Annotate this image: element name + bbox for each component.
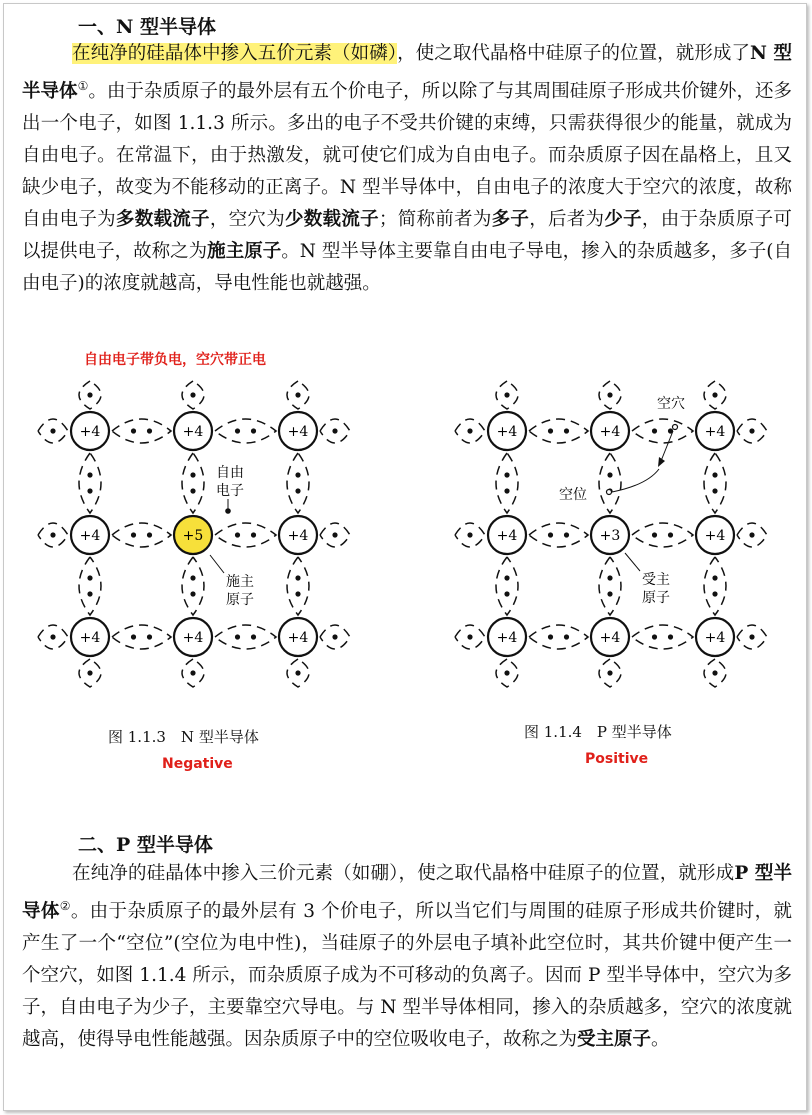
label-acceptor-2: 原子 <box>642 590 670 606</box>
n-atom-label: +5 <box>182 528 204 544</box>
term-minority: 少子 <box>604 209 642 231</box>
text-run: ，后者为 <box>529 209 605 231</box>
text-run: 。由于杂质原子的最外层有 3 个价电子，所以当它们与周围的硅原子形成共价键时，就产生了一个“空位”(空位为电中性)，当硅原子的外层电子填补此空位时，其共价键中便产生一个空穴，如图 1.1.4 所示，而杂质原子成为不可移动的负离子。因而 P 型半导体中，空穴为多子，自由电子为少子，主要靠空穴导电。与 N 型半导体相同，掺入的杂质越多，空穴的浓度就越高，使得导电性能越强。因杂质原子中的空位吸收电子，故称之为 <box>22 901 792 1051</box>
p-bond-h <box>632 625 693 649</box>
n-electron <box>50 428 55 433</box>
hole-marker <box>673 425 678 430</box>
p-bond-v <box>599 557 621 615</box>
figure-p-type-lattice <box>447 375 787 695</box>
figure-n-caption: 图 1.1.3 N 型半导体 <box>108 728 259 746</box>
p-atom-label: +4 <box>599 424 621 440</box>
text-run: 。 <box>651 1029 670 1051</box>
p-bond-h <box>632 419 693 443</box>
section1-paragraph <box>22 38 792 300</box>
n-bond-v <box>287 453 309 513</box>
n-bond-v <box>79 557 101 615</box>
n-electron <box>190 670 195 675</box>
p-electron <box>712 392 717 397</box>
p-bond-v <box>704 453 726 513</box>
n-electron <box>87 670 92 675</box>
red-annotation: 自由电子带负电，空穴带正电 <box>84 352 266 368</box>
n-electron <box>332 532 337 537</box>
n-electron <box>147 532 152 537</box>
p-electron <box>504 575 509 580</box>
label-hole: 空穴 <box>657 396 685 412</box>
p-electron <box>607 472 612 477</box>
label-donor-2: 原子 <box>226 592 254 608</box>
n-electron <box>87 575 92 580</box>
n-electron <box>295 670 300 675</box>
label-donor-1: 施主 <box>226 574 254 590</box>
term-majority-carrier: 多数载流子 <box>115 209 210 231</box>
n-atom-label: +4 <box>287 630 309 646</box>
n-electron <box>251 428 256 433</box>
p-atom-label: +4 <box>496 424 518 440</box>
p-electron <box>504 670 509 675</box>
acceptor-pointer <box>625 553 640 571</box>
n-electron <box>87 392 92 397</box>
p-electron <box>607 591 612 596</box>
p-electron <box>548 634 553 639</box>
highlighted-sentence: 在纯净的硅晶体中掺入五价元素（如磷） <box>72 43 398 64</box>
label-free-electron-2: 电子 <box>216 483 244 499</box>
p-bond-h <box>529 625 588 649</box>
p-electron <box>668 532 673 537</box>
n-electron <box>87 488 92 493</box>
n-electron <box>50 532 55 537</box>
p-electron <box>749 428 754 433</box>
term-acceptor-atom: 受主原子 <box>577 1029 652 1051</box>
n-lattice-group <box>38 381 350 687</box>
n-electron <box>147 428 152 433</box>
text-run: ，使之取代晶格中硅原子的位置，就形成了 <box>397 43 751 64</box>
n-electron <box>87 472 92 477</box>
n-bond-h <box>215 523 276 547</box>
p-electron <box>467 634 472 639</box>
n-atom-label: +4 <box>287 528 309 544</box>
n-atom-label: +4 <box>79 424 101 440</box>
n-electron <box>295 575 300 580</box>
p-electron <box>712 472 717 477</box>
p-bond-h <box>529 523 588 547</box>
p-electron <box>467 428 472 433</box>
p-electron <box>504 472 509 477</box>
figure-p-caption-red: Positive <box>585 751 649 767</box>
n-bond-h <box>215 419 276 443</box>
p-electron <box>564 428 569 433</box>
p-bond-h <box>529 419 588 443</box>
n-electron <box>87 591 92 596</box>
n-electron <box>190 392 195 397</box>
n-electron <box>332 634 337 639</box>
p-lattice-group <box>455 381 767 687</box>
term-n-type: N 型半导体 <box>22 43 792 103</box>
n-electron <box>190 591 195 596</box>
p-electron <box>548 428 553 433</box>
p-electron <box>749 634 754 639</box>
p-electron <box>668 634 673 639</box>
figure-n-type-lattice <box>30 375 370 695</box>
figure-p-caption: 图 1.1.4 P 型半导体 <box>524 723 672 741</box>
label-acceptor-1: 受主 <box>642 572 670 588</box>
n-bond-h <box>112 625 171 649</box>
n-electron <box>147 634 152 639</box>
text-run: 。N 型半导体主要靠自由电子导电，掺入的杂质越多，多子(自由电子)的浓度就越高，导电性能也就越强。 <box>22 241 792 295</box>
term-donor-atom: 施主原子 <box>207 241 282 263</box>
n-electron <box>295 472 300 477</box>
p-electron <box>652 428 657 433</box>
n-atom-label: +4 <box>182 424 204 440</box>
n-electron <box>332 428 337 433</box>
n-electron <box>131 634 136 639</box>
term-p-type: P 型半导体 <box>22 863 792 923</box>
n-electron <box>295 392 300 397</box>
p-atom-label: +4 <box>496 630 518 646</box>
label-vacancy: 空位 <box>559 487 587 503</box>
p-electron <box>564 532 569 537</box>
text-run: 。由于杂质原子的最外层有五个价电子，所以除了与其周围硅原子形成共价键外，还多出一个电子，如图 1.1.3 所示。多出的电子不受共价键的束缚，只需获得很少的能量，就成为自由电子。在常温下，由于热激发，就可使它们成为自由电子。而杂质原子因在晶格上，且又缺少电子，故变为不能移动的正离子。N 型半导体中，自由电子的浓度大于空穴的浓度，故称自由电子为 <box>22 81 792 231</box>
n-electron <box>190 472 195 477</box>
n-electron <box>50 634 55 639</box>
p-electron <box>712 670 717 675</box>
p-electron <box>607 392 612 397</box>
text-run: ，由于杂质原子可以提供电子，故称之为 <box>22 209 792 263</box>
p-bond-v <box>496 557 518 615</box>
n-electron <box>235 634 240 639</box>
n-atom-label: +4 <box>182 630 204 646</box>
p-electron <box>607 575 612 580</box>
n-atom-label: +4 <box>79 630 101 646</box>
n-bond-h <box>112 419 171 443</box>
p-electron <box>712 488 717 493</box>
n-electron <box>251 634 256 639</box>
p-electron <box>652 532 657 537</box>
vacancy-marker <box>607 490 612 495</box>
p-electron <box>548 532 553 537</box>
p-atom-label: +4 <box>496 528 518 544</box>
p-bond-h <box>632 523 693 547</box>
p-bond-v <box>496 453 518 513</box>
n-bond-v <box>182 557 204 615</box>
free-electron-dot <box>225 508 231 514</box>
p-atom-label: +4 <box>704 630 726 646</box>
p-electron <box>504 591 509 596</box>
n-electron <box>235 532 240 537</box>
p-atom-label: +4 <box>704 424 726 440</box>
p-electron <box>504 488 509 493</box>
donor-pointer <box>210 555 224 573</box>
p-bond-v <box>704 557 726 615</box>
figure-n-caption-red: Negative <box>162 756 233 772</box>
section2-paragraph <box>22 858 792 1056</box>
text-run: 在纯净的硅晶体中掺入三价元素（如硼），使之取代晶格中硅原子的位置，就形成 <box>72 863 735 884</box>
section2-heading: 二、P 型半导体 <box>78 834 213 856</box>
p-electron <box>712 591 717 596</box>
p-electron <box>749 532 754 537</box>
n-electron <box>131 428 136 433</box>
n-electron <box>190 488 195 493</box>
n-electron <box>235 428 240 433</box>
label-free-electron-1: 自由 <box>216 465 244 481</box>
n-atom-label: +4 <box>287 424 309 440</box>
hole-arrow <box>661 431 673 461</box>
n-bond-v <box>182 453 204 513</box>
p-atom-label: +4 <box>599 630 621 646</box>
n-bond-v <box>79 453 101 513</box>
p-atom-label: +3 <box>599 528 621 544</box>
n-electron <box>295 591 300 596</box>
p-atom-label: +4 <box>704 528 726 544</box>
p-electron <box>607 670 612 675</box>
p-electron <box>564 634 569 639</box>
n-electron <box>295 488 300 493</box>
p-electron <box>712 575 717 580</box>
text-run: ；简称前者为 <box>378 209 492 231</box>
n-atom-label: +4 <box>79 528 101 544</box>
p-electron <box>652 634 657 639</box>
footnote-mark: ② <box>59 899 71 913</box>
n-electron <box>190 575 195 580</box>
n-electron <box>251 532 256 537</box>
n-bond-h <box>112 523 171 547</box>
footnote-mark: ① <box>77 79 89 93</box>
n-electron <box>131 532 136 537</box>
p-electron <box>467 532 472 537</box>
p-electron <box>504 392 509 397</box>
p-bond-v <box>599 453 621 513</box>
section1-heading: 一、N 型半导体 <box>78 16 216 38</box>
text-run: ，空穴为 <box>209 209 285 231</box>
n-bond-v <box>287 557 309 615</box>
term-majority: 多子 <box>491 209 530 231</box>
term-minority-carrier: 少数载流子 <box>284 209 379 231</box>
n-bond-h <box>215 625 276 649</box>
